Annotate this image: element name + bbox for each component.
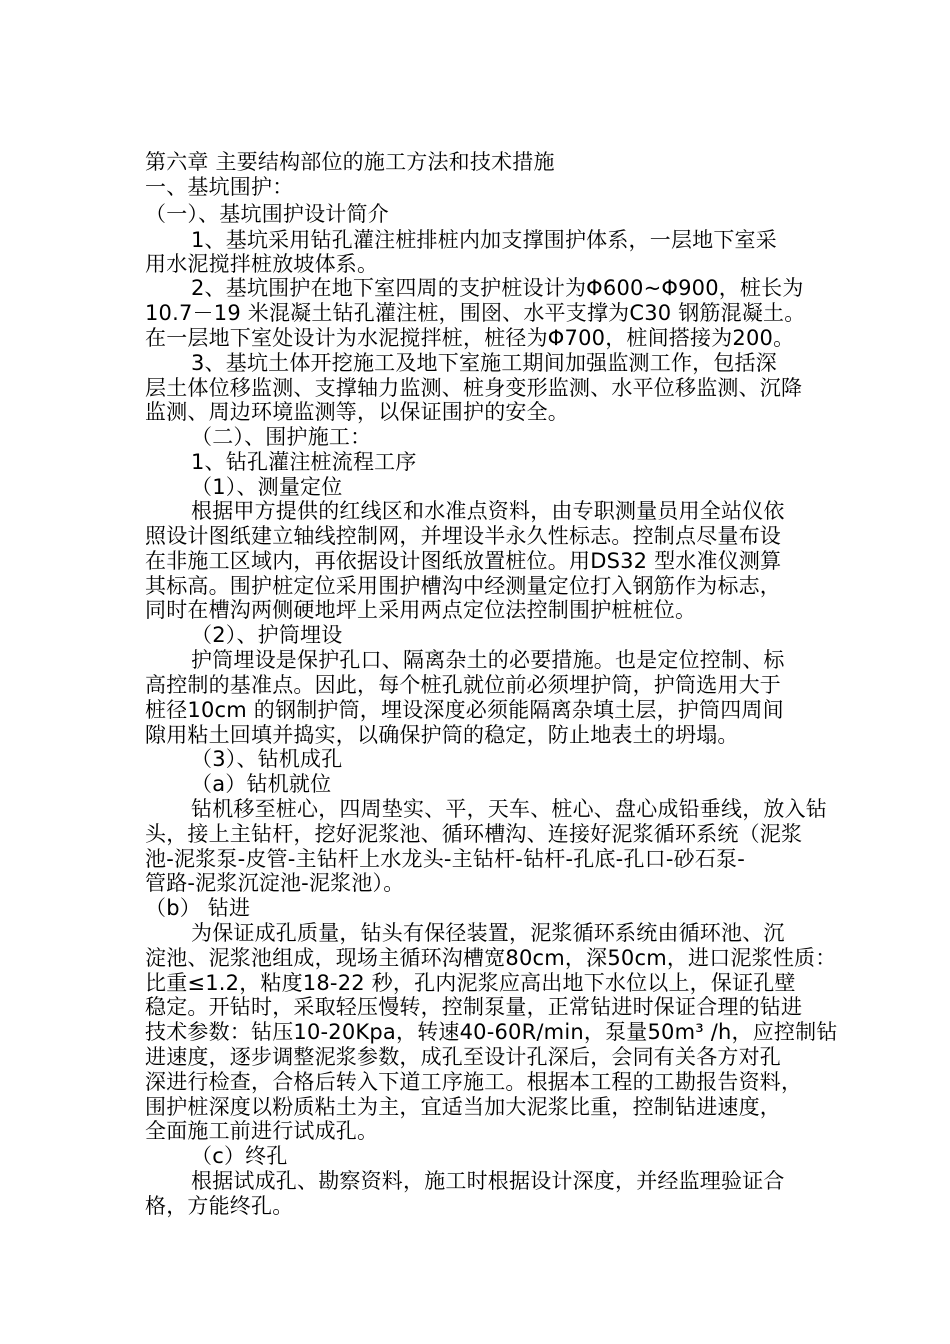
paragraph-line: 钻机移至桩心，四周垫实、平，天车、桩心、盘心成铅垂线，放入钻 bbox=[191, 797, 827, 821]
paragraph-line: 高控制的基准点。因此，每个桩孔就位前必须埋护筒，护筒选用大于 bbox=[145, 673, 781, 697]
paragraph-line: 桩径10cm 的钢制护筒，埋设深度必须能隔离杂填土层，护筒四周间 bbox=[145, 698, 784, 722]
item-heading: （3）、钻机成孔 bbox=[191, 747, 343, 771]
paragraph-line: 其标高。围护桩定位采用围护槽沟中经测量定位打入钢筋作为标志， bbox=[145, 574, 781, 598]
item-heading: 1、钻孔灌注桩流程工序 bbox=[191, 450, 417, 474]
paragraph-line: 技术参数：钻压10-20Kpa，转速40-60R/min，泵量50m³ /h，应控制钻 bbox=[145, 1020, 838, 1044]
paragraph-line: 层土体位移监测、支撑轴力监测、桩身变形监测、水平位移监测、沉降 bbox=[145, 376, 803, 400]
paragraph-line: 围护桩深度以粉质粘土为主，宜适当加大泥浆比重，控制钻进速度， bbox=[145, 1095, 781, 1119]
subsection-heading: （二）、围护施工： bbox=[191, 425, 372, 449]
paragraph-line: 淀池、泥浆池组成，现场主循环沟槽宽80cm，深50cm，进口泥浆性质： bbox=[145, 946, 837, 970]
paragraph-line: 隙用粘土回填并捣实，以确保护筒的稳定，防止地表土的坍塌。 bbox=[145, 723, 739, 747]
paragraph-line: 进速度，逐步调整泥浆参数，成孔至设计孔深后，会同有关各方对孔 bbox=[145, 1045, 781, 1069]
paragraph-line: 照设计图纸建立轴线控制网，并埋设半永久性标志。控制点尽量布设 bbox=[145, 524, 781, 548]
subsection-heading: （一）、基坑围护设计简介 bbox=[145, 202, 389, 226]
paragraph-line: 1、基坑采用钻孔灌注桩排桩内加支撑围护体系，一层地下室采 bbox=[191, 228, 777, 252]
paragraph-line: 根据甲方提供的红线区和水准点资料，由专职测量员用全站仪依 bbox=[191, 499, 785, 523]
paragraph-line: 比重≤1.2，粘度18-22 秒，孔内泥浆应高出地下水位以上，保证孔壁 bbox=[145, 971, 796, 995]
item-heading: （b） 钻进 bbox=[145, 896, 251, 920]
chapter-title: 第六章 主要结构部位的施工方法和技术措施 bbox=[145, 150, 555, 174]
item-heading: （2）、护筒埋设 bbox=[191, 623, 343, 647]
paragraph-line: 全面施工前进行试成孔。 bbox=[145, 1119, 379, 1143]
paragraph-line: 在非施工区域内，再依据设计图纸放置桩位。用DS32 型水准仪测算 bbox=[145, 549, 782, 573]
paragraph-line: 监测、周边环境监测等，以保证围护的安全。 bbox=[145, 400, 569, 424]
paragraph-line: 在一层地下室处设计为水泥搅拌桩，桩径为Φ700，桩间搭接为200。 bbox=[145, 326, 795, 350]
paragraph-line: 为保证成孔质量，钻头有保径装置，泥浆循环系统由循环池、沉 bbox=[191, 921, 785, 945]
paragraph-line: 池-泥浆泵-皮管-主钻杆上水龙头-主钻杆-钻杆-孔底-孔口-砂石泵- bbox=[145, 847, 745, 871]
paragraph-line: 同时在槽沟两侧硬地坪上采用两点定位法控制围护桩桩位。 bbox=[145, 598, 697, 622]
paragraph-line: 用水泥搅拌桩放坡体系。 bbox=[145, 252, 379, 276]
item-heading: （c）终孔 bbox=[191, 1144, 288, 1168]
paragraph-line: 2、基坑围护在地下室四周的支护桩设计为Φ600~Φ900，桩长为 bbox=[191, 276, 804, 300]
paragraph-line: 头，接上主钻杆，挖好泥浆池、循环槽沟、连接好泥浆循环系统（泥浆 bbox=[145, 822, 803, 846]
paragraph-line: 稳定。开钻时，采取轻压慢转，控制泵量，正常钻进时保证合理的钻进 bbox=[145, 995, 803, 1019]
paragraph-line: 护筒埋设是保护孔口、隔离杂土的必要措施。也是定位控制、标 bbox=[191, 648, 785, 672]
paragraph-line: 管路-泥浆沉淀池-泥浆池）。 bbox=[145, 871, 405, 895]
section-heading: 一、基坑围护： bbox=[145, 175, 294, 199]
paragraph-line: 10.7－19 米混凝土钻孔灌注桩，围囹、水平支撑为C30 钢筋混凝土。 bbox=[145, 301, 806, 325]
item-heading: （a）钻机就位 bbox=[191, 772, 332, 796]
paragraph-line: 深进行检查，合格后转入下道工序施工。根据本工程的工勘报告资料， bbox=[145, 1070, 803, 1094]
paragraph-line: 格，方能终孔。 bbox=[145, 1194, 294, 1218]
paragraph-line: 3、基坑土体开挖施工及地下室施工期间加强监测工作，包括深 bbox=[191, 351, 777, 375]
paragraph-line: 根据试成孔、勘察资料，施工时根据设计深度，并经监理验证合 bbox=[191, 1169, 785, 1193]
item-heading: （1）、测量定位 bbox=[191, 475, 343, 499]
